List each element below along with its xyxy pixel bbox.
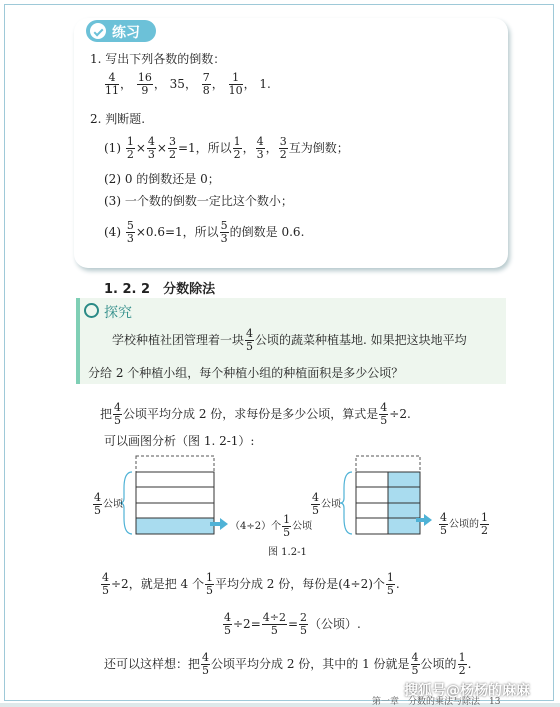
magnifier-icon [84, 303, 99, 318]
explore-bar [76, 298, 80, 384]
question-1: 1. 写出下列各数的倒数： [90, 52, 226, 66]
dashed-rect [136, 456, 214, 472]
paragraph-4: 还可以这样想：把 $\frac{4}{5}$ 公顷平均分成 2 份，其中的 1 份就是 $\frac{4}{5}$ 公顷的 $\frac{1}{2}$ . [104, 651, 472, 677]
figure-left-label: $\frac{4}{5}$ 公顷 [94, 491, 123, 517]
question-1-numbers: $\frac{4}{11}$ ， $\frac{16}{9}$ ， 35， $\frac{7}{8}$ ， $\frac{1}{10}$ ， 1. [105, 71, 271, 97]
figure-right-label: $\frac{4}{5}$ 公顷 [312, 491, 341, 517]
paragraph-1: 把 $\frac{4}{5}$ 公顷平均分成 2 份，求每份是多少公顷，算式是 $\frac{4}{5}$ ÷2. [100, 401, 411, 427]
question-2: 2. 判断题. [90, 112, 146, 126]
check-icon [90, 23, 106, 39]
watermark: 搜狐号@杨杨的麻麻 [404, 683, 530, 699]
exercise-tab [86, 20, 156, 42]
fraction: $\frac{16}{9}$ [137, 71, 152, 97]
paragraph-3: $\frac{4}{5}$ ÷2，就是把 4 个 $\frac{1}{5}$ 平均分成 2 份，每份是(4÷2)个 $\frac{1}{5}$ . [102, 571, 400, 597]
page-footer: 第一章 分数的乘法与除法 13 [372, 697, 501, 707]
fraction: $\frac{7}{8}$ [202, 71, 210, 97]
dashed-rect [356, 456, 420, 472]
item-3: (3) 一个数的倒数一定比这个数小； [104, 194, 293, 208]
figure-left-result: （4÷2）个 $\frac{1}{5}$ 公顷 [230, 513, 313, 539]
explore-title: 探究 [104, 305, 132, 321]
item-2: (2) 0 的倒数还是 0； [104, 172, 220, 186]
filled-part [136, 518, 214, 534]
fraction: $\frac{4}{11}$ [105, 71, 119, 97]
brace [340, 472, 352, 534]
explore-line-1: 学校种植社团管理着一块 $\frac{4}{5}$ 公顷的蔬菜种植基地. 如果把这块地平均 [112, 327, 467, 353]
figure-right-result: $\frac{4}{5}$ 公顷的 $\frac{1}{2}$ [440, 511, 488, 537]
fraction: $\frac{1}{10}$ [228, 71, 243, 97]
equation: $\frac{4}{5}$ ÷2= $\frac{4\div 2}{5}$ = $\frac{2}{5}$ （公顷）. [224, 611, 361, 637]
section-heading: 1. 2. 2 分数除法 [104, 282, 216, 297]
figure-caption: 图 1.2-1 [268, 547, 307, 558]
explore-line-2: 分给 2 个种植小组，每个种植小组的种植面积是多少公顷？ [88, 366, 404, 380]
exercise-tab-label: 练习 [112, 25, 140, 41]
item-1: (1) $\frac{1}{2}$ × $\frac{4}{3}$ × $\frac{3}{2}$ =1，所以 $\frac{1}{2}$ ， $\frac{4}{3}$ ， $\frac{3}{2}$ 互为倒数； [104, 135, 349, 161]
item-4: (4) $\frac{5}{3}$ ×0.6=1，所以 $\frac{5}{3}$ 的倒数是 0.6. [104, 219, 305, 245]
paragraph-2: 可以画图分析（图 1. 2-1）: [104, 434, 255, 448]
